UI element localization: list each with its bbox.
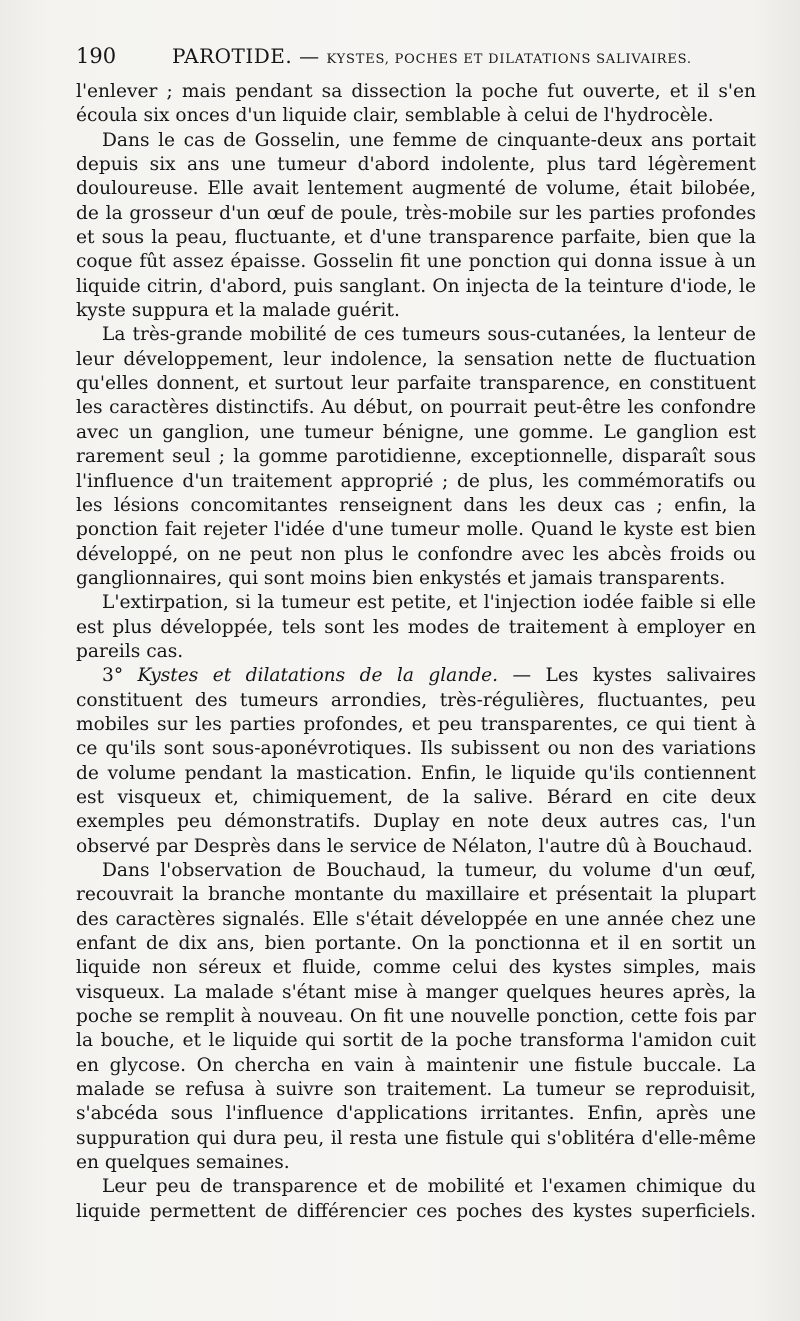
running-title-sub: KYSTES, POCHES ET DILATATIONS SALIVAIRES. [326,52,692,67]
running-title-dash: — [299,44,320,68]
running-title [172,44,692,68]
body-text [76,80,756,1224]
section-paragraph [76,664,756,859]
paragraph: Dans l'observation de Bouchaud, la tumeur, du volume d'un œuf, recouvrait la branche montante du maxillaire et présentait la plupart des caractères signalés. Elle s'était développée en une année chez une enfant de dix ans, bien portante. On la ponctionna et il en sortit un liquide non séreux et fluide, comme celui des kystes simples, mais visqueux. La malade s'étant mise à manger quelques heures après, la poche se remplit à nouveau. On fit une nouvelle ponction, cette fois par la bouche, et le liquide qui sortit de la poche transforma l'amidon cuit en glycose. On chercha en vain à maintenir une fistule buccale. La malade se refusa à suivre son traitement. La tumeur se reproduisit, s'abcéda sous l'influence d'applications irritantes. Enfin, après une suppuration qui dura peu, il resta une fistule qui s'oblitéra d'elle-même en quelques semaines. [76,860,756,1174]
section-heading: Kystes et dilatations de la glande. [137,665,499,687]
page-number: 190 [76,44,117,68]
running-header [76,44,756,70]
paragraph: L'extirpation, si la tumeur est petite, et l'injection iodée faible si elle est plus développée, tels sont les modes de traitement à employer en pareils cas. [76,592,756,662]
paragraph: La très-grande mobilité de ces tumeurs sous-cutanées, la lenteur de leur développement, leur indolence, la sensation nette de fluctuation qu'elles donnent, et surtout leur parfaite transparence, en constituent les caractères distinctifs. Au début, on pourrait peut-être les confondre avec un ganglion, une tumeur bénigne, une gomme. Le ganglion est rarement seul ; la gomme parotidienne, exceptionnelle, disparaît sous l'influence d'un traitement approprié ; de plus, les commémoratifs ou les lésions concomitantes renseignent dans les deux cas ; enfin, la ponction fait rejeter l'idée d'une tumeur molle. Quand le kyste est bien développé, on ne peut non plus le confondre avec les abcès froids ou ganglionnaires, qui sont moins bien enkystés et jamais transparents. [76,324,756,589]
section-number: 3° [102,665,124,687]
paragraph: Dans le cas de Gosselin, une femme de cinquante-deux ans portait depuis six ans une tumeur d'abord indolente, plus tard légèrement douloureuse. Elle avait lentement augmenté de volume, était bilobée, de la grosseur d'un œuf de poule, très-mobile sur les parties profondes et sous la peau, fluctuante, et d'une transparence parfaite, bien que la coque fût assez épaisse. Gosselin fit une ponction qui donna issue à un liquide citrin, d'abord, puis sanglant. On injecta de la teinture d'iode, le kyste suppura et la malade guérit. [76,129,756,322]
paragraph: Leur peu de transparence et de mobilité et l'examen chimique du liquide permettent de différencier ces poches des kystes superficiels. [76,1176,756,1222]
paragraph: l'enlever ; mais pendant sa dissection la poche fut ouverte, et il s'en écoula six onces d'un liquide clair, semblable à celui de l'hydrocèle. [76,81,756,127]
section-text: — Les kystes salivaires constituent des tumeurs arrondies, très-régulières, fluctuantes, peu mobiles sur les parties profondes, et peu transparentes, ce qui tient à ce qu'ils sont sous-aponévrotiques. Ils subissent ou non des variations de volume pendant la mastication. Enfin, le liquide qu'ils contiennent est visqueux et, chimiquement, de la salive. Bérard en cite deux exemples peu démonstratifs. Duplay en note deux autres cas, l'un observé par Desprès dans le service de Nélaton, l'autre dû à Bouchaud. [76,665,756,857]
running-title-main: PAROTIDE. [172,44,293,68]
